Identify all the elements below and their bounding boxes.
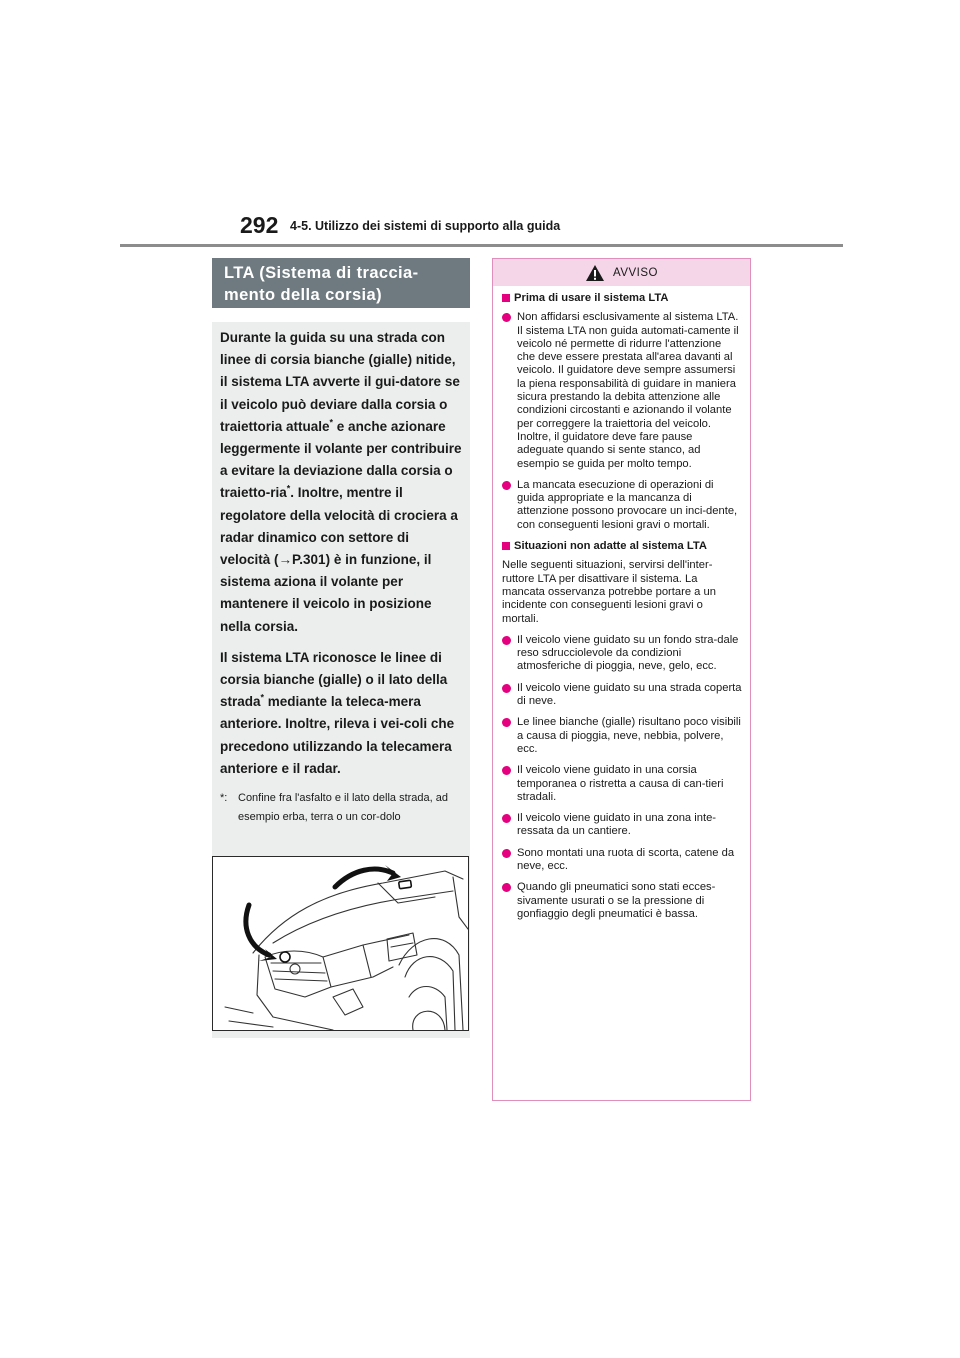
round-bullet-icon bbox=[502, 313, 511, 322]
vehicle-illustration-icon bbox=[213, 857, 468, 1030]
warning-item: Le linee bianche (gialle) risultano poco visibili a causa di pioggia, neve, nebbia, polvere, ecc. bbox=[502, 716, 742, 756]
warning-item: La mancata esecuzione di operazioni di guida appropriate e la mancanza di attenzione possono provocare un inci-dente, con conseguenti lesioni gravi o mortali. bbox=[502, 479, 742, 532]
warning-item: Quando gli pneumatici sono stati ecces-sivamente usurati o se la pressione di gonfiaggio degli pneumatici è bassa. bbox=[502, 881, 742, 921]
footnote-mark: *: bbox=[220, 792, 228, 805]
asterisk-mark: * bbox=[329, 417, 334, 428]
warning-item: Sono montati una ruota di scorta, catene da neve, ecc. bbox=[502, 847, 742, 874]
asterisk-mark: * bbox=[286, 483, 291, 494]
page-number: 292 bbox=[240, 212, 279, 238]
square-bullet-icon bbox=[502, 294, 510, 302]
round-bullet-icon bbox=[502, 718, 511, 727]
warning-item: Il veicolo viene guidato in una zona inte-ressata da un cantiere. bbox=[502, 812, 742, 839]
warning-triangle-icon bbox=[585, 264, 605, 282]
warning-heading-1: Prima di usare il sistema LTA bbox=[502, 292, 742, 305]
page-reference-link[interactable]: P.301 bbox=[292, 552, 326, 568]
warning-item: Il veicolo viene guidato su una strada coperta di neve. bbox=[502, 682, 742, 709]
vehicle-front-camera-illustration bbox=[212, 856, 469, 1031]
intro-paragraph-2: Il sistema LTA riconosce le linee di corsia bianche (gialle) o il lato della strada* mediante la teleca-mera anteriore. Inoltre, rileva i vei-coli che precedono utilizzando la telecamera anteriore e il radar. bbox=[220, 649, 455, 776]
footnote-text: Confine fra l'asfalto e il lato della strada, ad esempio erba, terra o un cor-dolo bbox=[238, 792, 448, 823]
round-bullet-icon bbox=[502, 481, 511, 490]
warning-title: AVVISO bbox=[613, 266, 658, 279]
warning-item: Il veicolo viene guidato su un fondo stra-dale reso sdrucciolevole da condizioni atmosferiche di pioggia, neve, gelo, ecc. bbox=[502, 634, 742, 674]
footnote bbox=[220, 789, 462, 826]
warning-intro: Nelle seguenti situazioni, servirsi dell'inter-ruttore LTA per disattivare il sistema. La mancata osservanza potrebbe portare a un incidente con conseguenti lesioni gravi o mortali. bbox=[502, 559, 716, 625]
round-bullet-icon bbox=[502, 636, 511, 645]
warning-heading-2: Situazioni non adatte al sistema LTA bbox=[502, 540, 742, 553]
intro-paragraph-1: Durante la guida su una strada con linee di corsia bianche (gialle) nitide, il sistema LTA avverte il gui-datore se il veicolo può deviare dalla corsia o traiettoria attuale* e anche azionare leggermente il volante per contribuire a evitare la deviazione dalla corsia o traietto-ria*. Inoltre, mentre il regolatore della velocità di crociera a radar dinamico con settore di velocità (→P.301) è in funzione, il sistema aziona il volante per mantenere il veicolo in posizione nella corsia. bbox=[220, 330, 462, 634]
warning-title-bar bbox=[493, 259, 750, 286]
warning-item: Non affidarsi esclusivamente al sistema LTA. Il sistema LTA non guida automati-camente il veicolo né permette di ridurre l'attenzione che deve essere prestata all'area davanti al veicolo. Il guidatore deve sempre assumersi la piena responsabilità di guidare in maniera sicura prestando la debita attenzione alle condizioni circostanti e azionando il volante per correggere la traiettoria del veicolo. Inoltre, il guidatore deve fare pause adeguate quando si sente stanco, ad esempio se guida per molto tempo. bbox=[502, 311, 742, 471]
header-rule bbox=[120, 244, 843, 247]
square-bullet-icon bbox=[502, 542, 510, 550]
round-bullet-icon bbox=[502, 883, 511, 892]
arrow-right-icon: → bbox=[278, 552, 293, 568]
running-head: 4-5. Utilizzo dei sistemi di supporto alla guida bbox=[290, 219, 561, 233]
warning-item: Il veicolo viene guidato in una corsia temporanea o ristretta a causa di can-tieri stradali. bbox=[502, 764, 742, 804]
round-bullet-icon bbox=[502, 684, 511, 693]
warning-body bbox=[493, 286, 750, 921]
warning-box bbox=[492, 258, 751, 1101]
round-bullet-icon bbox=[502, 766, 511, 775]
round-bullet-icon bbox=[502, 849, 511, 858]
section-title: LTA (Sistema di traccia-mento della corsia) bbox=[212, 258, 470, 308]
asterisk-mark: * bbox=[260, 692, 265, 703]
round-bullet-icon bbox=[502, 814, 511, 823]
